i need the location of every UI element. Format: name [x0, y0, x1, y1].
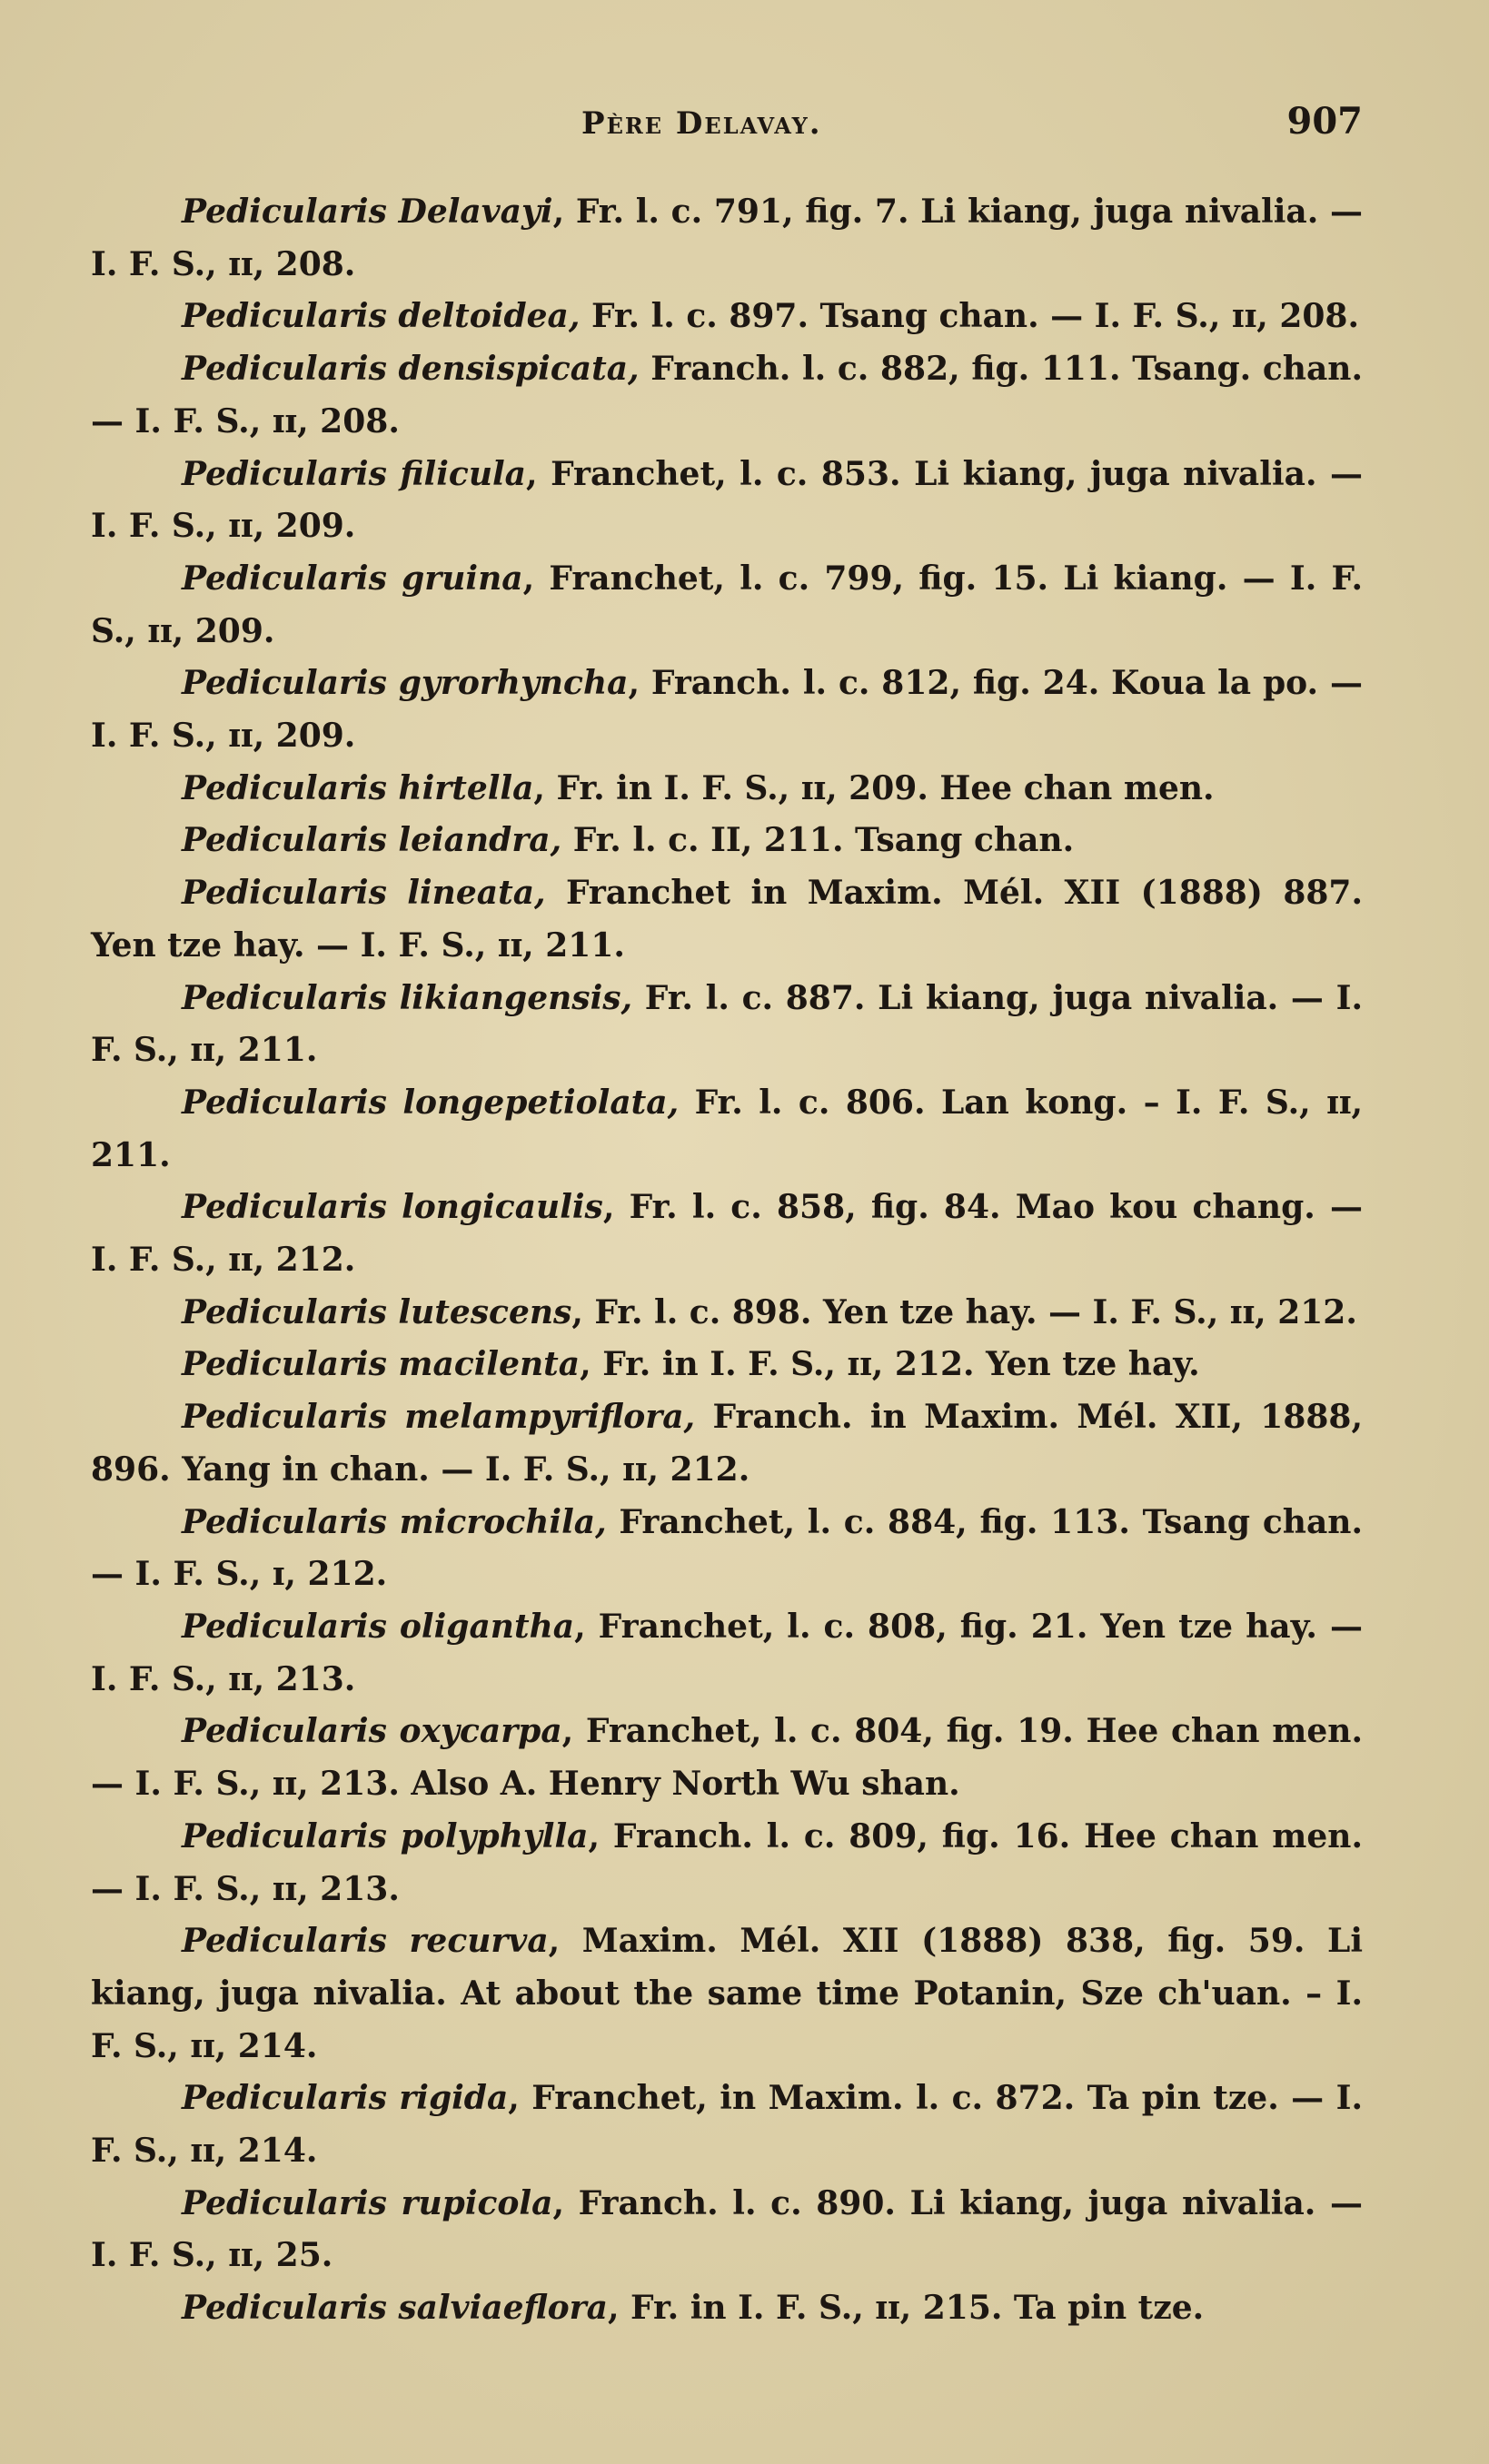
entry-citation: , Franchet, l. c. 804, fig. 19. Hee chan men. — I. F. S., ɪɪ, 213. Also A. Henry North Wu shan.: [91, 1712, 1364, 1804]
entry-citation: , Franch. l. c. 809, fig. 16. Hee chan men. — I. F. S., ɪɪ, 213.: [91, 1816, 1363, 1908]
species-name: Pedicularis melampyriflora,: [182, 1398, 696, 1437]
entry-citation: , Franch. l. c. 812, fig. 24. Koua la po. — I. F. S., ɪɪ, 209.: [91, 664, 1363, 756]
species-entry: [91, 553, 1363, 658]
species-entry: [91, 973, 1363, 1077]
species-entry: [91, 1497, 1363, 1601]
species-entry: [91, 763, 1363, 816]
species-entry: [91, 1182, 1363, 1286]
species-entry: [91, 815, 1363, 867]
species-entry: [91, 291, 1363, 343]
species-entry: [91, 343, 1363, 448]
species-name: Pedicularis macilenta: [182, 1345, 581, 1384]
species-name: Pedicularis leiandra,: [182, 821, 562, 860]
species-name: Pedicularis polyphylla: [182, 1816, 589, 1855]
species-name: Pedicularis deltoidea,: [182, 297, 581, 336]
species-entry: [91, 449, 1363, 553]
entry-citation: , Fr. in I. F. S., ɪɪ, 209. Hee chan men.: [533, 768, 1215, 807]
entry-citation: Franch. in Maxim. Mél. XII, 1888, 896. Yang in chan. — I. F. S., ɪɪ, 212.: [91, 1398, 1363, 1489]
species-name: Pedicularis oxycarpa: [182, 1712, 562, 1751]
entry-citation: Franchet, l. c. 884, fig. 113. Tsang chan. — I. F. S., ɪ, 212.: [91, 1502, 1363, 1594]
species-entry: [91, 1077, 1363, 1182]
entry-citation: , Franchet, in Maxim. l. c. 872. Ta pin tze. — I. F. S., ɪɪ, 214.: [91, 2079, 1363, 2171]
entry-citation: , Franch. l. c. 890. Li kiang, juga nivalia. — I. F. S., ɪɪ, 25.: [91, 2183, 1363, 2275]
species-entry: [91, 1391, 1363, 1496]
species-name: Pedicularis rupicola: [182, 2183, 553, 2222]
page-header: [91, 100, 1363, 145]
species-name: Pedicularis gyrorhyncha: [182, 664, 629, 703]
entry-citation: , Fr. l. c. 898. Yen tze hay. — I. F. S., ɪɪ, 212.: [571, 1292, 1357, 1331]
species-name: Pedicularis salviaeflora: [182, 2289, 608, 2328]
species-name: Pedicularis rigida: [182, 2079, 509, 2118]
entry-citation: , Franchet, l. c. 853. Li kiang, juga nivalia. — I. F. S., ɪɪ, 209.: [91, 454, 1364, 546]
species-name: Pedicularis gruina: [182, 559, 523, 598]
entry-citation: , Fr. in I. F. S., ɪɪ, 215. Ta pin tze.: [607, 2289, 1205, 2328]
species-name: Pedicularis microchila,: [182, 1502, 607, 1541]
species-name: Pedicularis densispicata,: [182, 350, 640, 389]
species-name: Pedicularis recurva: [182, 1922, 549, 1961]
species-name: Pedicularis likiangensis,: [182, 978, 633, 1017]
species-name: Pedicularis longepetiolata,: [182, 1083, 680, 1122]
species-entry: [91, 2073, 1363, 2177]
page-number: 907: [1286, 100, 1363, 143]
species-entry: [91, 658, 1363, 762]
species-name: Pedicularis Delavayi: [182, 193, 553, 231]
entry-citation: , Franchet, l. c. 799, fig. 15. Li kiang. — I. F. S., ɪɪ, 209.: [91, 559, 1363, 650]
entry-citation: Fr. l. c. II, 211. Tsang chan.: [561, 821, 1075, 860]
species-entry: [91, 1706, 1363, 1810]
entry-citation: Franch. l. c. 882, fig. 111. Tsang. chan. — I. F. S., ɪɪ, 208.: [91, 350, 1364, 440]
species-entry: [91, 2178, 1363, 2282]
species-name: Pedicularis lutescens: [182, 1292, 572, 1331]
species-entry: [91, 186, 1363, 291]
running-title: Père Delavay.: [581, 105, 822, 142]
entry-citation: , Franchet, l. c. 808, fig. 21. Yen tze hay. — I. F. S., ɪɪ, 213.: [91, 1607, 1364, 1698]
species-name: Pedicularis longicaulis: [182, 1188, 603, 1227]
entry-list: [91, 186, 1363, 2335]
entry-citation: Fr. l. c. 806. Lan kong. – I. F. S., ɪɪ, 211.: [91, 1083, 1363, 1174]
entry-citation: , Maxim. Mél. XII (1888) 838, fig. 59. Li kiang, juga nivalia. At about the same time Potanin, Sze ch'uan. – I. F. S., ɪɪ, 214.: [91, 1922, 1363, 2065]
entry-citation: , Fr. in I. F. S., ɪɪ, 212. Yen tze hay.: [580, 1345, 1200, 1384]
species-entry: [91, 1915, 1363, 2073]
entry-citation: , Fr. l. c. 858, fig. 84. Mao kou chang. — I. F. S., ɪɪ, 212.: [91, 1188, 1363, 1280]
entry-citation: Franchet in Maxim. Mél. XII (1888) 887. Yen tze hay. — I. F. S., ɪɪ, 211.: [91, 874, 1364, 965]
entry-citation: Fr. l. c. 887. Li kiang, juga nivalia. — I. F. S., ɪɪ, 211.: [91, 978, 1364, 1070]
species-entry: [91, 2282, 1363, 2335]
species-entry: [91, 867, 1363, 972]
species-name: Pedicularis oligantha: [182, 1607, 575, 1646]
species-entry: [91, 1287, 1363, 1340]
entry-citation: Fr. l. c. 897. Tsang chan. — I. F. S., ɪɪ, 208.: [580, 297, 1360, 336]
species-name: Pedicularis hirtella: [182, 768, 534, 807]
entry-citation: , Fr. l. c. 791, fig. 7. Li kiang, juga nivalia. — I. F. S., ɪɪ, 208.: [91, 193, 1364, 283]
species-name: Pedicularis lineata,: [182, 874, 546, 913]
species-entry: [91, 1601, 1363, 1706]
species-entry: [91, 1811, 1363, 1915]
species-name: Pedicularis filicula: [182, 454, 527, 493]
species-entry: [91, 1339, 1363, 1391]
